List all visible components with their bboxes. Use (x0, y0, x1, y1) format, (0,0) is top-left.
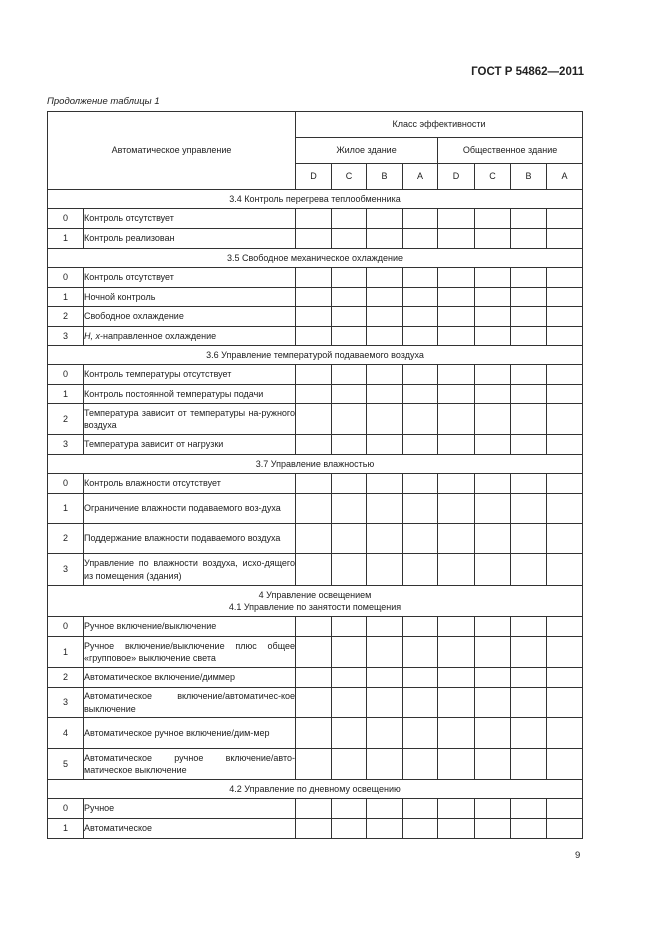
page-number: 9 (575, 850, 581, 861)
table-row (48, 268, 583, 288)
row-number: 1 (48, 385, 84, 404)
row-label: Контроль реализован (84, 229, 296, 249)
row-label (84, 327, 296, 346)
row-label: Контроль температуры отсутствует (84, 365, 296, 385)
row-number: 0 (48, 365, 84, 385)
row-label: Автоматическое включение/диммер (84, 668, 296, 688)
table-row (48, 668, 583, 688)
header-residential: Жилое здание (296, 138, 438, 164)
section-4-1-title: 4.1 Управление по занятости помещения (228, 602, 402, 612)
row-label: Автоматическое ручное включение/дим-мер (84, 718, 296, 749)
table-row (48, 799, 583, 819)
header-efficiency-class: Класс эффективности (296, 112, 583, 138)
table-row (48, 365, 583, 385)
class-header: C (332, 164, 367, 190)
row-number: 2 (48, 307, 84, 327)
hx-italic: H, x (84, 330, 101, 341)
class-header: A (403, 164, 438, 190)
row-number: 3 (48, 327, 84, 346)
row-label: Автоматическое ручное включение/авто-матическое выключение (84, 749, 296, 780)
row-label: Ручное включение/выключение (84, 617, 296, 637)
row-number: 2 (48, 524, 84, 554)
row-label: Ручное включение/выключение плюс общее «групповое» выключение света (84, 637, 296, 668)
row-number: 1 (48, 494, 84, 524)
class-header: C (475, 164, 511, 190)
table-row (48, 819, 583, 839)
row-label: Температура зависит от нагрузки (84, 435, 296, 455)
row-label: Температура зависит от температуры на-ружного воздуха (84, 404, 296, 435)
table-row (48, 524, 583, 554)
table-row (48, 494, 583, 524)
class-header: B (511, 164, 547, 190)
row-label: Ручное (84, 799, 296, 819)
row-number: 1 (48, 637, 84, 668)
class-header: D (438, 164, 475, 190)
row-number: 0 (48, 268, 84, 288)
section-title: 3.7 Управление влажностью (48, 455, 583, 474)
table-row (48, 749, 583, 780)
table-row (48, 474, 583, 494)
row-number: 2 (48, 404, 84, 435)
header-automatic-control: Автоматическое управление (48, 112, 296, 190)
table-row (48, 209, 583, 229)
class-header: B (367, 164, 403, 190)
row-label: Поддержание влажности подаваемого воздуха (84, 524, 296, 554)
table-row (48, 637, 583, 668)
row-number: 1 (48, 288, 84, 307)
section-4-title: 4 Управление освещением (258, 589, 372, 600)
row-number: 0 (48, 209, 84, 229)
row-number: 0 (48, 474, 84, 494)
document-id: ГОСТ Р 54862—2011 (471, 66, 584, 78)
class-header: A (547, 164, 583, 190)
efficiency-table (47, 111, 583, 839)
row-number: 3 (48, 435, 84, 455)
table-row (48, 718, 583, 749)
row-label: Ограничение влажности подаваемого воз-духа (84, 494, 296, 524)
row-label: Автоматическое включение/автоматичес-кое выключение (84, 688, 296, 718)
row-label: Ночной контроль (84, 288, 296, 307)
table-row (48, 229, 583, 249)
row-number: 0 (48, 799, 84, 819)
row-number: 1 (48, 819, 84, 839)
row-number: 3 (48, 554, 84, 586)
section-title: 3.6 Управление температурой подаваемого воздуха (48, 346, 583, 365)
row-label: Управление по влажности воздуха, исхо-дящего из помещения (здания) (84, 554, 296, 586)
table-row (48, 385, 583, 404)
header-public: Общественное здание (438, 138, 583, 164)
row-label: Свободное охлаждение (84, 307, 296, 327)
table-row (48, 404, 583, 435)
table-row (48, 307, 583, 327)
class-header: D (296, 164, 332, 190)
row-label: Контроль отсутствует (84, 209, 296, 229)
table-row (48, 688, 583, 718)
table-row (48, 327, 583, 346)
row-label: Автоматическое (84, 819, 296, 839)
hx-text: -направленное охлаждение (100, 330, 217, 341)
row-number: 0 (48, 617, 84, 637)
table-row (48, 288, 583, 307)
table-row (48, 435, 583, 455)
section-title (48, 586, 583, 617)
row-number: 5 (48, 749, 84, 780)
row-number: 1 (48, 229, 84, 249)
row-number: 2 (48, 668, 84, 688)
row-label: Контроль отсутствует (84, 268, 296, 288)
section-title: 4.2 Управление по дневному освещению (48, 780, 583, 799)
table-row (48, 617, 583, 637)
row-number: 3 (48, 688, 84, 718)
row-label: Контроль влажности отсутствует (84, 474, 296, 494)
table-row (48, 554, 583, 586)
section-title: 3.5 Свободное механическое охлаждение (48, 249, 583, 268)
table-caption: Продолжение таблицы 1 (47, 96, 160, 107)
row-label: Контроль постоянной температуры подачи (84, 385, 296, 404)
section-title: 3.4 Контроль перегрева теплообменника (48, 190, 583, 209)
row-number: 4 (48, 718, 84, 749)
